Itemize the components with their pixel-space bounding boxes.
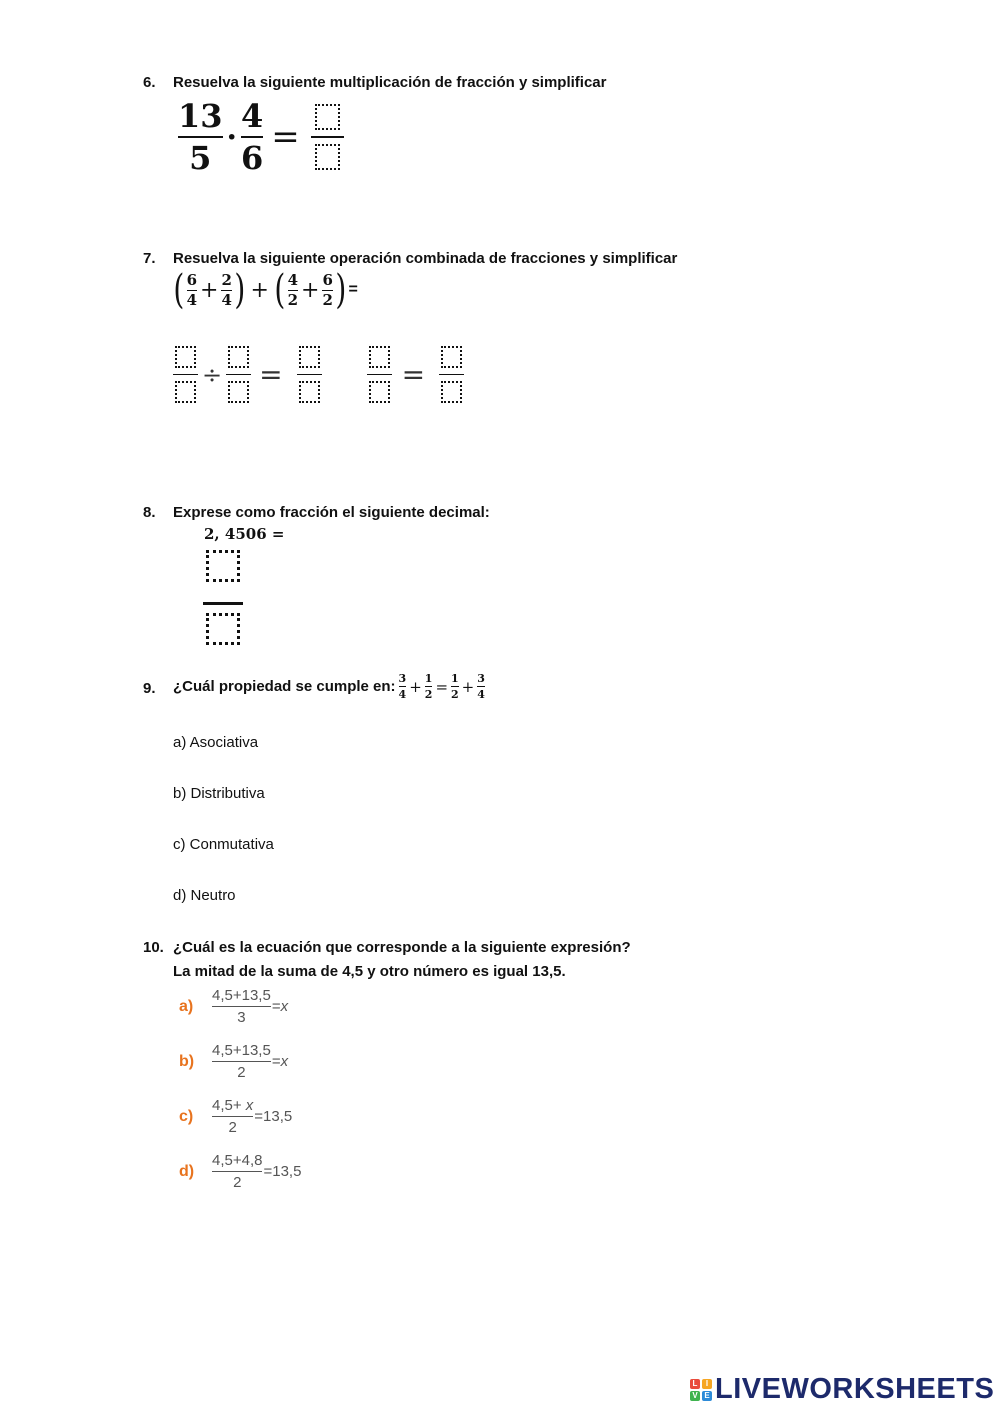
fraction-4-6 — [240, 97, 264, 177]
answer-fraction-1 — [175, 346, 196, 403]
q10-option-b[interactable] — [179, 1042, 288, 1081]
numerator: 3 — [398, 672, 407, 685]
fraction-1-2 — [451, 673, 459, 700]
logo-text: LIVEWORKSHEETS — [715, 1373, 995, 1405]
denominator: 4 — [221, 290, 232, 309]
right-hand-side: =13,5 — [263, 1163, 302, 1180]
denominator: 2 — [451, 688, 459, 701]
fraction-bar — [399, 686, 407, 687]
answer-fraction — [314, 104, 341, 170]
answer-numerator-box[interactable] — [228, 346, 249, 368]
fraction-bar — [311, 136, 344, 138]
q10-option-d[interactable] — [179, 1152, 301, 1191]
fraction-6-2 — [322, 270, 333, 309]
numerator: 3 — [477, 672, 485, 685]
option-letter: c) — [179, 1107, 194, 1125]
fraction-bar — [178, 136, 223, 138]
answer-numerator-box[interactable] — [441, 346, 462, 368]
equals-sign: = — [348, 281, 358, 298]
fraction-bar — [212, 1171, 262, 1172]
fraction-3-4 — [477, 673, 485, 700]
fraction-bar — [226, 374, 251, 375]
question-6-number: 6. — [143, 74, 156, 91]
answer-denominator-box[interactable] — [206, 613, 240, 645]
question-9-number: 9. — [143, 680, 156, 697]
question-9-statement — [173, 673, 485, 700]
fraction-bar — [212, 1061, 271, 1062]
option-fraction — [212, 987, 271, 1026]
answer-fraction-4 — [369, 346, 390, 403]
fraction-bar — [425, 686, 433, 687]
variable-x: x — [245, 1097, 254, 1114]
plus-sign: + — [200, 277, 219, 303]
denominator: 2 — [322, 290, 333, 309]
option-b-distributiva[interactable]: b) Distributiva — [173, 785, 265, 802]
answer-denominator-box[interactable] — [228, 381, 249, 403]
option-letter: d) — [179, 1162, 195, 1180]
logo-letter-v: V — [690, 1391, 700, 1401]
liveworksheets-logo — [690, 1373, 994, 1406]
fraction-1-2 — [425, 673, 433, 700]
question-7-answer-row — [175, 346, 462, 403]
logo-letter-i: I — [702, 1379, 712, 1389]
equals-sign: = — [435, 677, 449, 696]
numerator: 6 — [186, 270, 198, 289]
variable-x: x — [280, 998, 289, 1015]
denominator: 2 — [233, 1174, 242, 1191]
numerator-text: 4,5+ — [212, 1097, 242, 1114]
plus-sign: + — [461, 677, 475, 696]
answer-denominator-box[interactable] — [299, 381, 320, 403]
question-9-text: ¿Cuál propiedad se cumple en: — [173, 678, 396, 695]
numerator: 4,5+4,8 — [212, 1152, 263, 1169]
numerator: 1 — [424, 672, 433, 685]
option-fraction — [212, 1097, 253, 1136]
answer-numerator-box[interactable] — [206, 550, 240, 582]
answer-numerator-box[interactable] — [315, 104, 340, 130]
denominator: 4 — [186, 290, 198, 309]
fraction-bar — [367, 374, 392, 375]
logo-letter-e: E — [702, 1391, 712, 1401]
numerator: 4 — [287, 270, 299, 289]
fraction-bar — [297, 374, 322, 375]
question-10-subtext: La mitad de la suma de 4,5 y otro número es igual 13,5. — [173, 963, 566, 980]
question-7-text: Resuelva la siguiente operación combinada de fracciones y simplificar — [173, 250, 678, 267]
answer-fraction-2 — [228, 346, 249, 403]
denominator: 2 — [228, 1119, 237, 1136]
fraction-bar — [241, 136, 263, 138]
fraction-bar — [212, 1116, 253, 1117]
answer-fraction-5 — [441, 346, 462, 403]
fraction-4-2 — [287, 270, 299, 309]
numerator: 4,5+13,5 — [212, 987, 271, 1004]
fraction-bar — [212, 1006, 271, 1007]
question-7-expression — [171, 267, 358, 313]
option-letter: a) — [179, 997, 194, 1015]
decimal-value: 2, 4506 = — [204, 525, 285, 543]
multiply-dot: · — [226, 119, 237, 155]
answer-numerator-box[interactable] — [299, 346, 320, 368]
fraction-bar — [203, 602, 243, 605]
question-6-text: Resuelva la siguiente multiplicación de fracción y simplificar — [173, 74, 607, 91]
fraction-6-4 — [186, 270, 198, 309]
variable-x: x — [280, 1053, 289, 1070]
fraction-bar — [451, 686, 459, 687]
equals-sign: = — [271, 117, 300, 157]
equals-sign: = — [271, 998, 281, 1015]
right-paren: ) — [234, 267, 246, 313]
denominator: 5 — [189, 139, 212, 177]
fraction-bar — [173, 374, 198, 375]
numerator: 4,5+13,5 — [212, 1042, 271, 1059]
fraction-13-5 — [178, 97, 223, 177]
right-hand-side: =13,5 — [254, 1108, 293, 1125]
answer-denominator-box[interactable] — [175, 381, 196, 403]
plus-sign: + — [301, 277, 320, 303]
answer-fraction-3 — [299, 346, 320, 403]
denominator: 6 — [240, 139, 264, 177]
plus-sign: + — [250, 277, 269, 303]
logo-letter-l: L — [690, 1379, 700, 1389]
fraction-3-4 — [399, 673, 407, 700]
option-fraction — [212, 1042, 271, 1081]
question-10-number: 10. — [143, 939, 164, 956]
fraction-2-4 — [221, 270, 232, 309]
numerator — [212, 1097, 253, 1114]
fraction-bar — [439, 374, 464, 375]
numerator: 4 — [240, 97, 264, 135]
plus-sign: + — [409, 677, 422, 696]
option-a-asociativa[interactable]: a) Asociativa — [173, 734, 259, 751]
numerator: 13 — [178, 97, 223, 135]
numerator: 1 — [451, 672, 459, 685]
equals-sign: = — [259, 358, 283, 391]
numerator: 2 — [221, 270, 232, 289]
denominator: 4 — [398, 688, 407, 701]
answer-denominator-box[interactable] — [369, 381, 390, 403]
option-d-neutro[interactable]: d) Neutro — [173, 887, 236, 904]
question-6-expression — [178, 97, 341, 177]
answer-numerator-box[interactable] — [369, 346, 390, 368]
divide-sign: ÷ — [202, 360, 223, 389]
denominator: 3 — [237, 1009, 246, 1026]
answer-denominator-box[interactable] — [441, 381, 462, 403]
equals-sign: = — [271, 1053, 281, 1070]
q10-option-c[interactable] — [179, 1097, 292, 1136]
equals-sign: = — [401, 358, 426, 391]
denominator: 2 — [237, 1064, 246, 1081]
numerator: 6 — [322, 270, 333, 289]
left-paren: ( — [274, 267, 286, 313]
question-10-text: ¿Cuál es la ecuación que corresponde a la siguiente expresión? — [173, 939, 631, 956]
option-c-conmutativa[interactable]: c) Conmutativa — [173, 836, 274, 853]
question-8-answer-fraction — [203, 550, 243, 645]
option-letter: b) — [179, 1052, 195, 1070]
question-8-text: Exprese como fracción el siguiente decimal: — [173, 504, 490, 521]
right-paren: ) — [335, 267, 347, 313]
option-fraction — [212, 1152, 262, 1191]
question-8-number: 8. — [143, 504, 156, 521]
denominator: 2 — [287, 290, 299, 309]
left-paren: ( — [173, 267, 185, 313]
denominator: 4 — [477, 688, 485, 701]
logo-grid-icon — [690, 1379, 712, 1401]
fraction-bar — [477, 686, 485, 687]
answer-denominator-box[interactable] — [315, 144, 340, 170]
question-7-number: 7. — [143, 250, 156, 267]
answer-numerator-box[interactable] — [175, 346, 196, 368]
denominator: 2 — [424, 688, 433, 701]
q10-option-a[interactable] — [179, 987, 288, 1026]
